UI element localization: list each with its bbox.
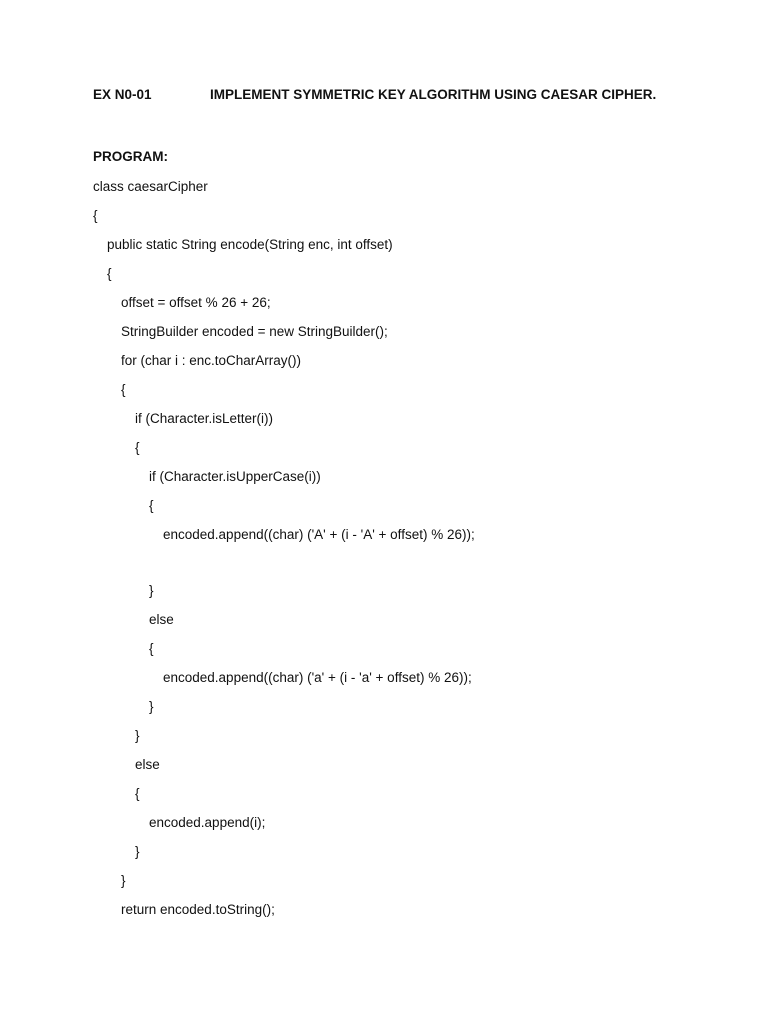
code-line: { (121, 382, 126, 397)
code-line: public static String encode(String enc, int offset) (107, 237, 393, 252)
exercise-heading (93, 87, 657, 102)
code-line: else (149, 612, 174, 627)
code-line: if (Character.isUpperCase(i)) (149, 469, 321, 484)
code-line: } (135, 728, 140, 743)
code-line: offset = offset % 26 + 26; (121, 295, 271, 310)
exercise-title: IMPLEMENT SYMMETRIC KEY ALGORITHM USING CAESAR CIPHER. (210, 87, 657, 102)
code-line: return encoded.toString(); (121, 902, 275, 917)
code-line: } (149, 583, 154, 598)
exercise-number: EX N0-01 (93, 87, 152, 102)
code-line: { (149, 498, 154, 513)
code-line: } (121, 873, 126, 888)
code-line: for (char i : enc.toCharArray()) (121, 353, 302, 368)
code-line: } (135, 844, 140, 859)
program-label: PROGRAM: (93, 149, 168, 164)
code-line: { (93, 208, 98, 223)
code-line: encoded.append((char) ('a' + (i - 'a' + offset) % 26)); (163, 670, 472, 685)
code-line: class caesarCipher (93, 179, 208, 194)
code-line: { (135, 440, 140, 455)
code-line: } (149, 699, 154, 714)
code-line: encoded.append((char) ('A' + (i - 'A' + offset) % 26)); (163, 527, 475, 542)
code-line: { (149, 641, 154, 656)
code-line: if (Character.isLetter(i)) (135, 411, 274, 426)
code-line: StringBuilder encoded = new StringBuilder(); (121, 324, 388, 339)
code-line: { (107, 266, 112, 281)
code-line: encoded.append(i); (149, 815, 266, 830)
code-line: { (135, 786, 140, 801)
code-line: else (135, 757, 160, 772)
